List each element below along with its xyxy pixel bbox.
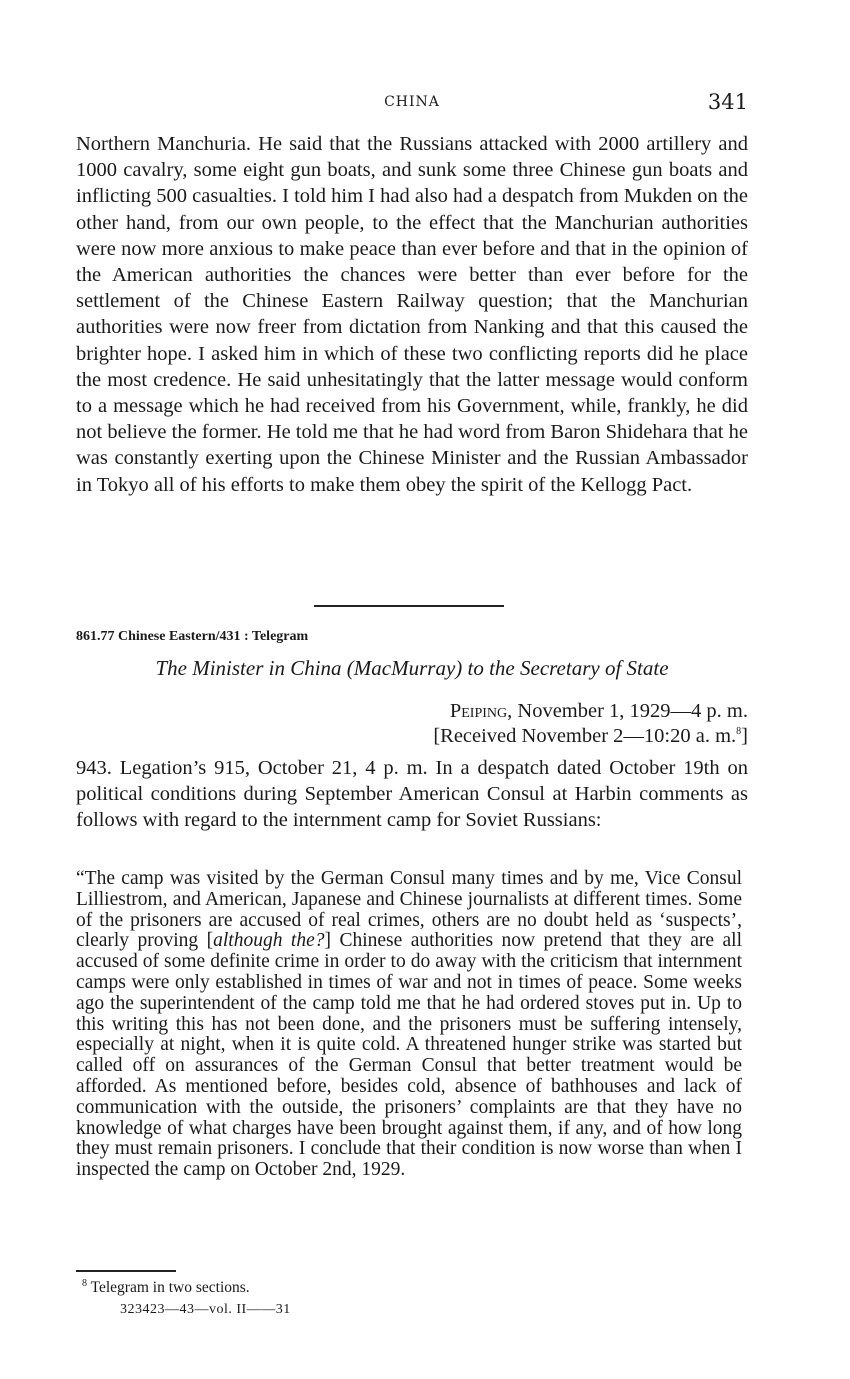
dateline-city: Peiping, (449, 700, 513, 722)
dateline-received (433, 724, 748, 749)
footnote (82, 1279, 250, 1297)
received-close: ] (741, 725, 748, 747)
editorial-insertion: although the? (213, 930, 325, 952)
print-code: 323423—43—vol. II——31 (120, 1302, 291, 1317)
footnote-divider (76, 1270, 176, 1272)
file-reference: 861.77 Chinese Eastern/431 : Telegram (76, 629, 309, 644)
footnote-ref: 8 (736, 726, 742, 738)
running-head (76, 90, 748, 116)
page-number: 341 (707, 90, 748, 114)
quote-part-2: ] Chinese authorities now pretend that they are all accused of some definite crime in order to do away with the criticism that internment camps were only established in times of war and not in times of peace. Some weeks ago the superintendent of the camp told me that he had ordered stoves put in. Up to this writing this has not been done, and the prisoners must be suffering intensely, especially at night, when it is quite cold. A threatened hunger strike was started but called off on assurances of the German Consul that better treatment would be afforded. As mentioned before, besides cold, absence of bathhouses and lack of communication with the outside, the prisoners’ complaints are that they have no knowledge of what charges have been brought against them, if any, and of how long they must remain prisoners. I conclude that their condition is now worse than when I inspected the camp on October 2nd, 1929. (76, 930, 742, 1181)
received-text: [Received November 2—10:20 a. m. (433, 725, 737, 747)
dateline-date: November 1, 1929—4 p. m. (517, 700, 748, 722)
paragraph-continued: Northern Manchuria. He said that the Russians attacked with 2000 artillery and 1000 cavalry, some eight gun boats, and sunk some three Chinese gun boats and inflicting 500 casualties. I told him I had also had a despatch from Mukden on the other hand, from our own people, to the effect that the Manchurian authorities were now more anxious to make peace than ever before and that in the opinion of the American authorities the chances were better than ever before for the settlement of the Chinese Eastern Railway question; that the Manchurian authorities were now freer from dictation from Nanking and that this caused the brighter hope. I asked him in which of these two conflicting reports did he place the most credence. He said unhesitatingly that the latter message would conform to a message which he had received from his Government, while, frankly, he did not believe the former. He told me that he had word from Baron Shidehara that he was constantly exerting upon the Chinese Minister and the Russian Ambassador in Tokyo all of his efforts to make them obey the spirit of the Kellogg Pact. (76, 133, 748, 496)
footnote-text: Telegram in two sections. (90, 1279, 250, 1296)
quote-part-1: “The camp was visited by the German Consul many times and by me, Vice Consul Lilliestrom, and American, Japanese and Chinese journalists at different times. Some of the prisoners are accused of real crimes, others are no doubt held as ‘suspects’, clearly proving [ (76, 868, 742, 952)
dateline (433, 699, 748, 749)
footnote-marker: 8 (82, 1277, 87, 1289)
section-divider (314, 605, 504, 607)
quoted-despatch (76, 869, 742, 1181)
dateline-sent (433, 699, 748, 724)
running-title: CHINA (384, 94, 440, 110)
telegram-paragraph: 943. Legation’s 915, October 21, 4 p. m. In a despatch dated October 19th on political conditions during September American Consul at Harbin comments as follows with regard to the internment camp for Soviet Russians: (76, 757, 748, 832)
document-title: The Minister in China (MacMurray) to the Secretary of State (155, 656, 669, 680)
